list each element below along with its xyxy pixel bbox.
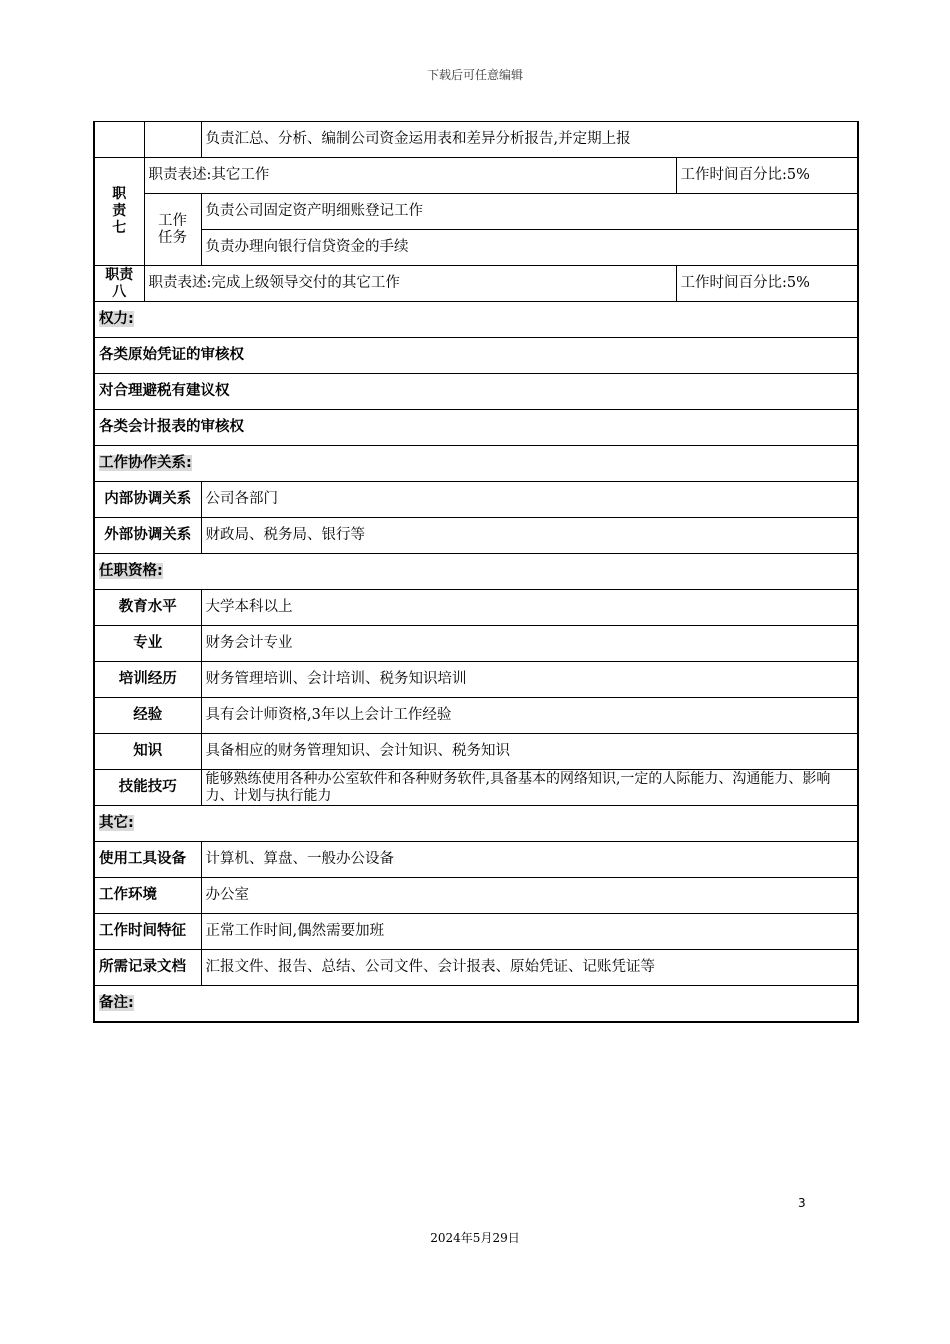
page-number: 3 xyxy=(798,1196,806,1210)
duty8-label: 职责 八 xyxy=(94,266,144,302)
duty8-time-percent: 工作时间百分比:5% xyxy=(676,266,858,302)
qualification-label: 知识 xyxy=(94,734,201,770)
external-relations-label: 外部协调关系 xyxy=(94,518,201,554)
duty7-task-row-2 xyxy=(94,230,858,266)
duty7-time-percent: 工作时间百分比:5% xyxy=(676,158,858,194)
internal-relations-row xyxy=(94,482,858,518)
external-relations-row xyxy=(94,518,858,554)
other-value: 汇报文件、报告、总结、公司文件、会计报表、原始凭证、记账凭证等 xyxy=(201,950,858,986)
remarks-row xyxy=(94,986,858,1023)
other-row xyxy=(94,914,858,950)
qualifications-title-row xyxy=(94,554,858,590)
footer-date: 2024年5月29日 xyxy=(430,1231,520,1245)
relations-title-row xyxy=(94,446,858,482)
duty8-description: 职责表述:完成上级领导交付的其它工作 xyxy=(144,266,676,302)
relations-title: 工作协作关系: xyxy=(99,455,192,471)
other-row xyxy=(94,842,858,878)
authority-item: 各类原始凭证的审核权 xyxy=(94,338,858,374)
remarks-title: 备注: xyxy=(99,995,134,1011)
other-label: 使用工具设备 xyxy=(94,842,201,878)
authority-item-row xyxy=(94,374,858,410)
qualification-value: 财务会计专业 xyxy=(201,626,858,662)
authority-title: 权力: xyxy=(99,311,134,327)
qualifications-title: 任职资格: xyxy=(99,563,163,579)
qualification-row xyxy=(94,698,858,734)
other-value: 办公室 xyxy=(201,878,858,914)
qualification-label: 教育水平 xyxy=(94,590,201,626)
qualification-row xyxy=(94,626,858,662)
duty7-desc-row xyxy=(94,158,858,194)
duty7-description: 职责表述:其它工作 xyxy=(144,158,676,194)
authority-item-row xyxy=(94,410,858,446)
external-relations-value: 财政局、税务局、银行等 xyxy=(201,518,858,554)
internal-relations-value: 公司各部门 xyxy=(201,482,858,518)
qualification-row xyxy=(94,590,858,626)
qualification-value: 大学本科以上 xyxy=(201,590,858,626)
other-label: 所需记录文档 xyxy=(94,950,201,986)
duty7-label: 职 责 七 xyxy=(94,158,144,266)
other-row xyxy=(94,878,858,914)
duty7-task-row-1 xyxy=(94,194,858,230)
qualification-label: 经验 xyxy=(94,698,201,734)
qualification-row xyxy=(94,770,858,806)
qualification-label: 培训经历 xyxy=(94,662,201,698)
authority-item: 对合理避税有建议权 xyxy=(94,374,858,410)
duty7-task-1: 负责公司固定资产明细账登记工作 xyxy=(201,194,858,230)
authority-item: 各类会计报表的审核权 xyxy=(94,410,858,446)
duty8-desc-row xyxy=(94,266,858,302)
other-label: 工作环境 xyxy=(94,878,201,914)
qualification-label: 专业 xyxy=(94,626,201,662)
duty-task-row xyxy=(94,122,858,158)
authority-item-row xyxy=(94,338,858,374)
qualification-value: 能够熟练使用各种办公室软件和各种财务软件,具备基本的网络知识,一定的人际能力、沟通能力、影响力、计划与执行能力 xyxy=(201,770,858,806)
qualification-value: 具有会计师资格,3年以上会计工作经验 xyxy=(201,698,858,734)
duty7-task-label: 工作 任务 xyxy=(144,194,201,266)
other-value: 计算机、算盘、一般办公设备 xyxy=(201,842,858,878)
qualification-row xyxy=(94,662,858,698)
other-title: 其它: xyxy=(99,815,134,831)
job-description-table xyxy=(93,121,859,1023)
qualification-value: 具备相应的财务管理知识、会计知识、税务知识 xyxy=(201,734,858,770)
duty-task-text: 负责汇总、分析、编制公司资金运用表和差异分析报告,并定期上报 xyxy=(201,122,858,158)
qualification-row xyxy=(94,734,858,770)
qualification-label: 技能技巧 xyxy=(94,770,201,806)
authority-title-row xyxy=(94,302,858,338)
other-value: 正常工作时间,偶然需要加班 xyxy=(201,914,858,950)
qualification-value: 财务管理培训、会计培训、税务知识培训 xyxy=(201,662,858,698)
internal-relations-label: 内部协调关系 xyxy=(94,482,201,518)
other-row xyxy=(94,950,858,986)
duty7-task-2: 负责办理向银行信贷资金的手续 xyxy=(201,230,858,266)
other-title-row xyxy=(94,806,858,842)
other-label: 工作时间特征 xyxy=(94,914,201,950)
header-note: 下载后可任意编辑 xyxy=(426,68,523,82)
